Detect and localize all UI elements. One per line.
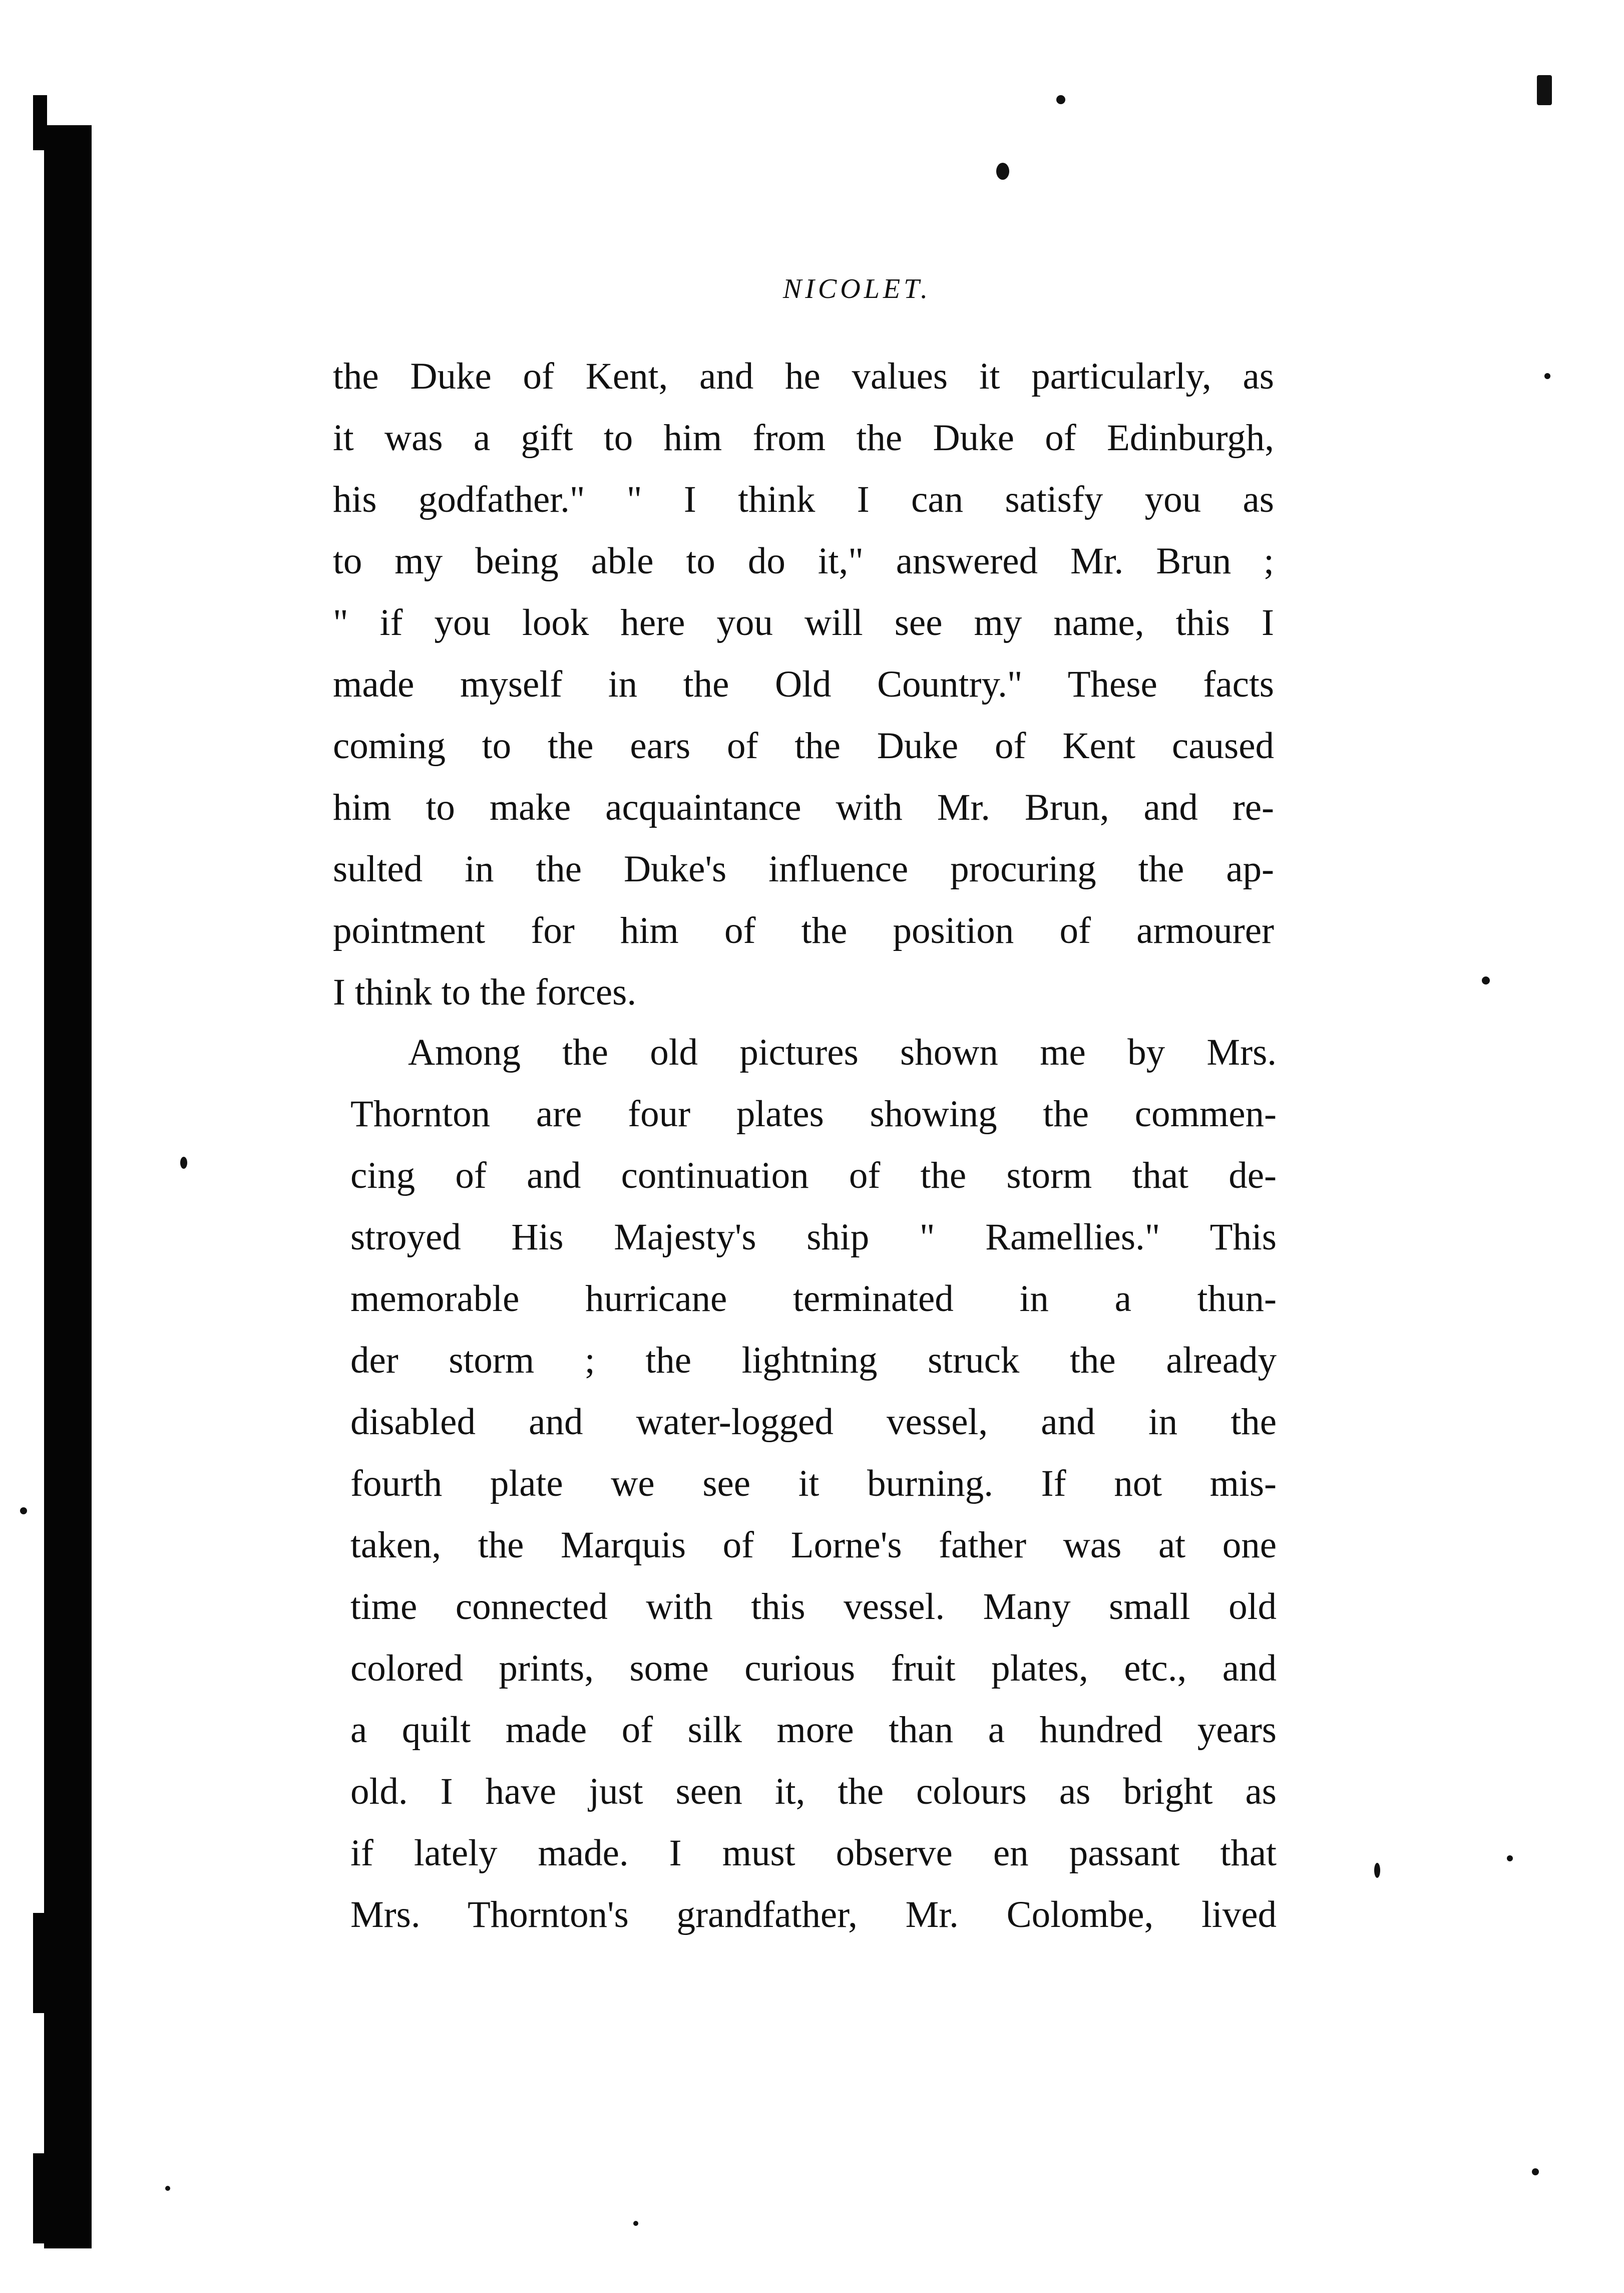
text-line: " if you look here you will see my name, this I <box>333 602 1274 643</box>
text-line: I think to the forces. <box>333 971 637 1013</box>
scan-speck <box>1056 95 1065 104</box>
text-line: if lately made. I must observe en passant that <box>350 1832 1277 1874</box>
text-line: a quilt made of silk more than a hundred years <box>350 1709 1277 1751</box>
text-line: memorable hurricane terminated in a thun- <box>350 1278 1277 1320</box>
scan-speck <box>20 1507 27 1514</box>
scan-speck <box>633 2221 638 2226</box>
scan-speck <box>996 163 1009 180</box>
scan-speck <box>180 1157 187 1169</box>
text-line: to my being able to do it," answered Mr. Brun ; <box>333 540 1274 582</box>
binding-notch-top <box>33 95 47 150</box>
binding-notch-middle <box>33 1913 47 2013</box>
text-line: colored prints, some curious fruit plates, etc., and <box>350 1648 1277 1689</box>
text-line: stroyed His Majesty's ship " Ramellies." This <box>350 1216 1277 1258</box>
text-line: Among the old pictures shown me by Mrs. <box>408 1032 1277 1073</box>
binding-notch-bottom <box>33 2153 47 2243</box>
text-line: der storm ; the lightning struck the already <box>350 1340 1277 1381</box>
text-line: old. I have just seen it, the colours as bright as <box>350 1771 1277 1812</box>
text-line: him to make acquaintance with Mr. Brun, and re- <box>333 787 1274 828</box>
running-title: NICOLET. <box>782 273 932 304</box>
scan-speck <box>1532 2168 1539 2175</box>
scan-speck <box>1537 75 1552 105</box>
text-line: disabled and water-logged vessel, and in the <box>350 1401 1277 1443</box>
text-line: coming to the ears of the Duke of Kent caused <box>333 725 1274 767</box>
text-line: his godfather." " I think I can satisfy you as <box>333 479 1274 520</box>
binding-shadow <box>44 125 92 2248</box>
scan-speck <box>165 2186 170 2191</box>
scan-speck <box>1374 1863 1380 1878</box>
text-line: cing of and continuation of the storm that de- <box>350 1155 1277 1196</box>
text-line: the Duke of Kent, and he values it particularly, as <box>333 356 1274 397</box>
text-line: pointment for him of the position of armourer <box>333 910 1274 951</box>
scan-speck <box>1544 373 1550 379</box>
text-line: sulted in the Duke's influence procuring the ap- <box>333 848 1274 890</box>
text-line: it was a gift to him from the Duke of Edinburgh, <box>333 417 1274 459</box>
text-line: Mrs. Thornton's grandfather, Mr. Colombe, lived <box>350 1894 1277 1935</box>
text-line: made myself in the Old Country." These facts <box>333 664 1274 705</box>
paragraph-1 <box>333 346 1274 1023</box>
text-line: taken, the Marquis of Lorne's father was at one <box>350 1524 1277 1566</box>
text-line: Thornton are four plates showing the commen- <box>350 1093 1277 1135</box>
scan-speck <box>1507 1855 1513 1861</box>
text-line: fourth plate we see it burning. If not mis- <box>350 1463 1277 1504</box>
scan-speck <box>1482 976 1490 985</box>
paragraph-2 <box>350 1022 1277 1945</box>
text-line: time connected with this vessel. Many small old <box>350 1586 1277 1627</box>
